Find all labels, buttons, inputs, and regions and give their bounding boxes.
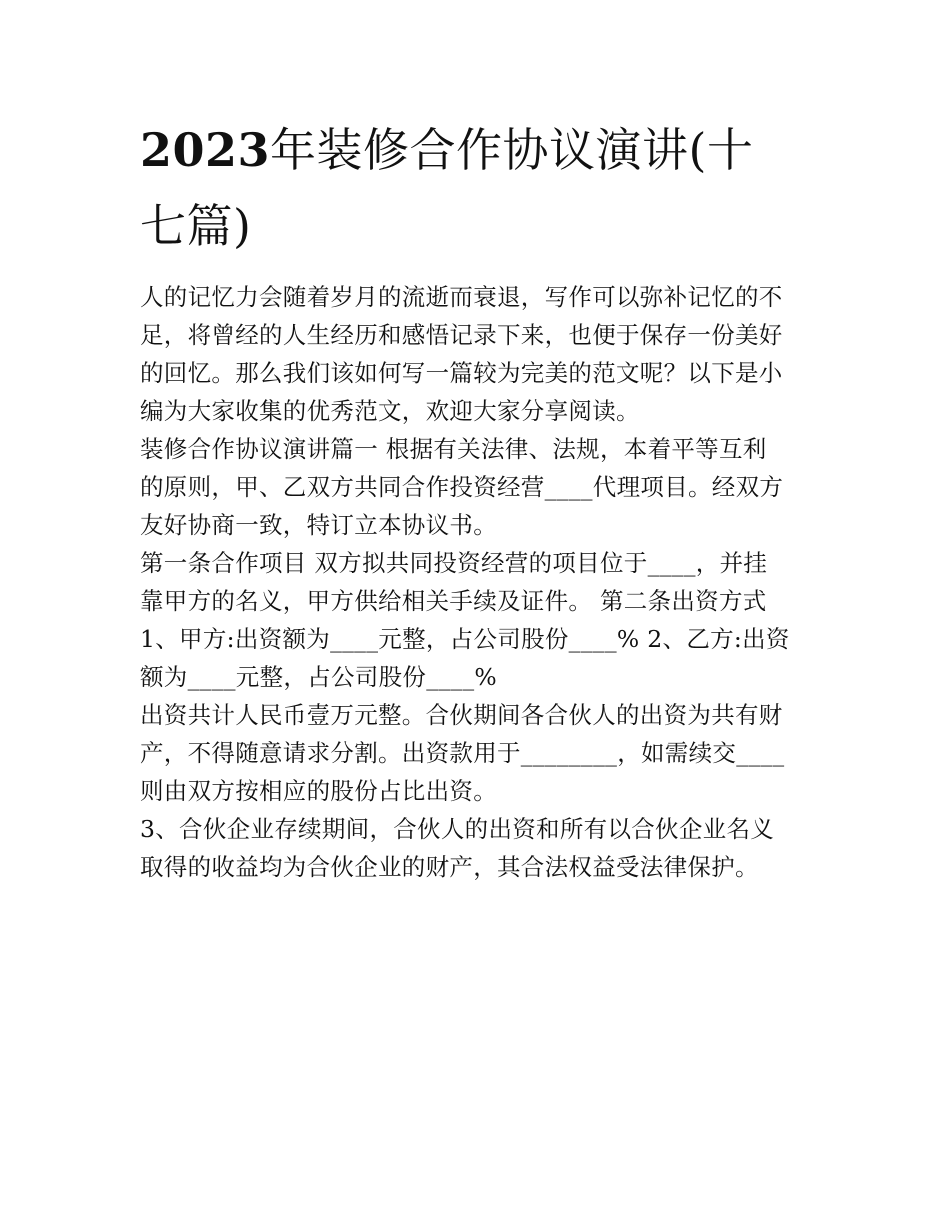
paragraph-cooperation-project <box>140 544 820 696</box>
paragraph-article-one <box>140 430 820 544</box>
title-line1: 年装修合作协议演讲(十 <box>270 123 754 177</box>
text-line: 第一条合作项目 双方拟共同投资经营的项目位于____，并挂 <box>140 549 768 577</box>
text-line: 的回忆。那么我们该如何写一篇较为完美的范文呢？以下是小 <box>140 359 783 387</box>
paragraph-capital-total <box>140 696 820 810</box>
text-line: 的原则，甲、乙双方共同合作投资经营____代理项目。经双方 <box>140 473 784 501</box>
text-line: 友好协商一致，特订立本协议书。 <box>140 511 497 539</box>
text-line: 额为____元整，占公司股份____% <box>140 663 498 691</box>
text-line: 人的记忆力会随着岁月的流逝而衰退，写作可以弥补记忆的不 <box>140 283 783 311</box>
text-line: 靠甲方的名义，甲方供给相关手续及证件。 第二条出资方式 <box>140 587 767 615</box>
text-line: 3、合伙企业存续期间，合伙人的出资和所有以合伙企业名义 <box>140 815 775 843</box>
document-title <box>140 112 820 264</box>
paragraph-partnership-property <box>140 810 820 886</box>
paragraph-intro <box>140 278 820 430</box>
text-line: 编为大家收集的优秀范文，欢迎大家分享阅读。 <box>140 397 640 425</box>
text-line: 取得的收益均为合伙企业的财产，其合法权益受法律保护。 <box>140 853 759 881</box>
document-page <box>140 112 820 886</box>
text-line: 产，不得随意请求分割。出资款用于________，如需续交____ <box>140 739 785 767</box>
text-line: 1、甲方:出资额为____元整，占公司股份____% 2、乙方:出资 <box>140 625 790 653</box>
text-line: 则由双方按相应的股份占比出资。 <box>140 777 497 805</box>
title-year: 2023 <box>140 123 271 177</box>
title-line2: 七篇) <box>140 199 252 253</box>
text-line: 足，将曾经的人生经历和感悟记录下来，也便于保存一份美好 <box>140 321 783 349</box>
text-line: 出资共计人民币壹万元整。合伙期间各合伙人的出资为共有财 <box>140 701 783 729</box>
text-line: 装修合作协议演讲篇一 根据有关法律、法规，本着平等互利 <box>140 435 767 463</box>
